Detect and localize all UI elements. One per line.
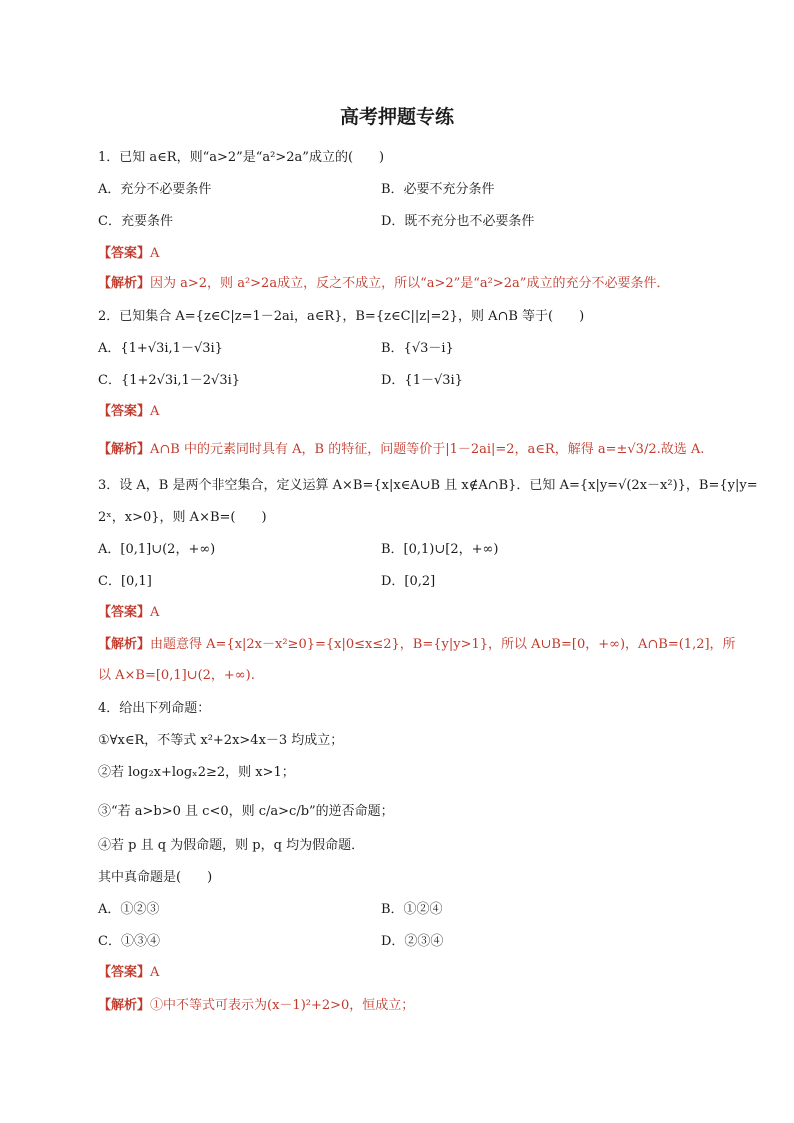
q3-stem-line1: 3．设 A，B 是两个非空集合，定义运算 A×B={x|x∈A∪B 且 x∉A∩B}．已知 A={x|y=√(2x－x²)}，B={y|y= (98, 478, 758, 493)
answer-value: A (150, 404, 160, 419)
q2-option-d: D．{1－√3i} (381, 373, 463, 388)
q1-option-a: A．充分不必要条件 (98, 182, 212, 197)
analysis-text: 因为 a>2，则 a²>2a成立，反之不成立，所以“a>2”是“a²>2a”成立的充分不必要条件． (150, 276, 670, 291)
q4-stem: 4．给出下列命题： (98, 701, 211, 716)
analysis-tag: 【解析】 (98, 637, 151, 652)
q3-answer (98, 601, 159, 620)
q1-analysis (98, 272, 669, 291)
q2-answer (98, 400, 159, 419)
answer-value: A (150, 965, 160, 980)
q4-ask: 其中真命题是( ) (98, 870, 213, 885)
q3-option-b: B．[0,1)∪[2，+∞) (381, 542, 499, 557)
q4-option-d: D．②③④ (381, 934, 444, 949)
q4-analysis (98, 994, 414, 1013)
q1-option-d: D．既不充分也不必要条件 (381, 214, 535, 229)
answer-tag: 【答案】 (98, 246, 151, 261)
analysis-tag: 【解析】 (98, 998, 151, 1013)
q2-option-b: B．{√3－i} (381, 341, 454, 356)
q4-answer (98, 961, 159, 980)
q3-option-d: D．[0,2] (381, 574, 436, 589)
q2-option-c: C．{1+2√3i,1－2√3i} (98, 373, 241, 388)
answer-value: A (150, 246, 160, 261)
analysis-tag: 【解析】 (98, 442, 151, 457)
q4-option-a: A．①②③ (98, 902, 160, 917)
q2-analysis (98, 438, 704, 457)
q2-stem: 2．已知集合 A={z∈C|z=1－2ai，a∈R}，B={z∈C||z|=2}，则 A∩B 等于( ) (98, 309, 585, 324)
q3-analysis-line1 (98, 633, 736, 652)
q4-proposition-4: ④若 p 且 q 为假命题，则 p，q 均为假命题． (98, 838, 365, 853)
q3-option-a: A．[0,1]∪(2，+∞) (98, 542, 216, 557)
q1-answer (98, 242, 159, 261)
q4-proposition-3: ③“若 a>b>0 且 c<0，则 c/a>c/b”的逆否命题； (98, 804, 394, 819)
q4-proposition-1: ①∀x∈R，不等式 x²+2x>4x－3 均成立； (98, 733, 344, 748)
q3-analysis-line2: 以 A×B=[0,1]∪(2，+∞). (98, 668, 255, 683)
q3-option-c: C．[0,1] (98, 574, 152, 589)
q1-stem: 1．已知 a∈R，则“a>2”是“a²>2a”成立的( ) (98, 150, 385, 165)
q4-option-c: C．①③④ (98, 934, 160, 949)
q4-option-b: B．①②④ (381, 902, 443, 917)
answer-tag: 【答案】 (98, 605, 151, 620)
analysis-text: ①中不等式可表示为(x－1)²+2>0，恒成立； (150, 998, 415, 1013)
q4-proposition-2: ②若 log₂x+logₓ2≥2，则 x>1； (98, 765, 295, 780)
q3-stem-line2: 2ˣ，x>0}，则 A×B=( ) (98, 510, 267, 525)
analysis-text: 由题意得 A={x|2x－x²≥0}={x|0≤x≤2}，B={y|y>1}，所以 A∪B=[0，+∞)，A∩B=(1,2]，所 (150, 637, 736, 652)
q1-option-c: C．充要条件 (98, 214, 173, 229)
page-title: 高考押题专练 (339, 106, 454, 128)
analysis-tag: 【解析】 (98, 276, 151, 291)
analysis-text: A∩B 中的元素同时具有 A，B 的特征，问题等价于|1－2ai|=2，a∈R，解得 a=±√3/2.故选 A. (150, 442, 705, 457)
q2-option-a: A．{1+√3i,1－√3i} (98, 341, 223, 356)
q1-option-b: B．必要不充分条件 (381, 182, 495, 197)
answer-value: A (150, 605, 160, 620)
answer-tag: 【答案】 (98, 404, 151, 419)
answer-tag: 【答案】 (98, 965, 151, 980)
